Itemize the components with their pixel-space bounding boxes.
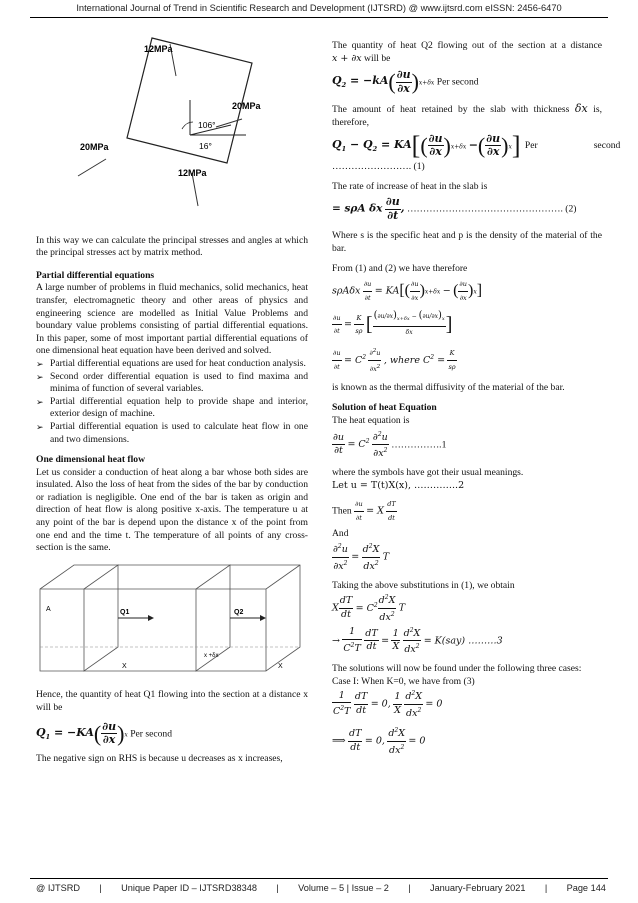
x-label: X [122, 662, 127, 670]
stress-element-figure [36, 30, 308, 230]
x-axis-label: X [278, 662, 283, 670]
list-item: ➢ Partial differential equation is used to calculate heat flow in one and two dimensions. [36, 420, 308, 445]
pde-intro-paragraph: A large number of problems in fluid mechanics, solid mechanics, heat transfer, electromagnetic theory and other areas of physics and engineering science are modelled as Initial Value Problems and boundary value problems consisting of partial differential equations. In this paper, some of most important partial differential equations of one dimensional heat equation have been derived and solved. [36, 282, 308, 357]
section-heading-solution: Solution of heat Equation [332, 402, 437, 414]
footer-separator: | [99, 883, 102, 893]
equation-3: → $\frac{1}{C^2T}$ $\frac{dT}{dt}$ = $\frac{1}{X}$ $\frac{d^2X}{dx^2}$ = K(say) ………3 [332, 626, 503, 656]
from-1-2-paragraph: From (1) and (2) we have therefore [332, 263, 468, 275]
page-footer [36, 883, 606, 893]
heat-flow-paragraph: Let us consider a conduction of heat along a bar whose both sides are insulated. Also the loss of heat from the sides of the bar by conduction or radiation is negligible. One end of the bar is taken as origin and direction of heat flow is along positive x-axis. The temperature u at any point of the bar is depend upon the distance x of the point from one end and the time t. The temperature of all points of any cross-section is the same. [36, 466, 308, 554]
equation-heat-c2: $\frac{\partial u}{\partial t}$ = $C^2$ $\frac{\partial^2u}{\partial x^2}$ , where $C^2$ = $\frac{K}{s\rho}$ [332, 345, 602, 376]
angle-106-label: 106° [198, 120, 216, 130]
symbols-meaning-paragraph: where the symbols have got their usual meanings. [332, 467, 524, 479]
and-label: And [332, 528, 349, 540]
case-1-label: Case I: When K=0, we have from (3) [332, 675, 475, 687]
equation-heat-1: $\frac{\partial u}{\partial t}$ = $C^2$ $\frac{\partial^2u}{\partial x^2}$ …………….1 [333, 430, 447, 460]
matrix-method-paragraph: In this way we can calculate the principal stresses and angles at which the principal stresses act by matrix method. [36, 234, 308, 259]
bar-heat-flow-figure [36, 561, 308, 679]
list-item: ➢ Second order differential equation is used to find maxima and minima of function of several variables. [36, 370, 308, 395]
equation-combined-1: sρAδx $\frac{\partial u}{\partial t}$ = KA[( $\frac{\partial u}{\partial x}$ )x+δx − ( $\frac{\partial u}{\partial x}$ )x] [332, 279, 483, 302]
stress-top-label: 12MPa [144, 44, 173, 54]
q2-label: Q2 [234, 608, 244, 616]
stress-right-label: 20MPa [232, 101, 261, 111]
header-rule [30, 17, 608, 18]
list-item: ➢ Partial differential equations are used for heat conduction analysis. [36, 357, 306, 369]
footer-separator: | [276, 883, 279, 893]
footer-paper-id: Unique Paper ID – IJTSRD38348 [121, 883, 257, 893]
equation-rate: = sρA δx $\frac{\partial u}{\partial t}$ , …………………………………………. (2) [332, 194, 577, 222]
equation-substituted: X $\frac{dT}{dt}$ = $C^2$ $\frac{d^2X}{dx^2}$ T [332, 594, 406, 624]
footer-rule [30, 878, 608, 879]
pde-uses-list [36, 358, 308, 446]
footer-date: January-February 2021 [429, 883, 526, 893]
heat-in-paragraph: Hence, the quantity of heat Q1 flowing into the section at a distance x will be [36, 689, 308, 714]
thermal-diffusivity-paragraph: is known as the thermal diffusivity of the material of the bar. [332, 381, 565, 393]
equation-case1-a: $\frac{1}{C^2T}$ $\frac{dT}{dt}$ = 0, $\frac{1}{X}$ $\frac{d^2X}{dx^2}$ = 0 [333, 689, 443, 720]
journal-header: International Journal of Trend in Scientific Research and Development (IJTSRD) @ www.ijtsrd.com eISSN: 2456-6470 [76, 3, 562, 13]
x-plus-dx-label: x +δx [204, 652, 219, 659]
negative-sign-paragraph: The negative sign on RHS is because u decreases as x increases, [36, 752, 283, 764]
equation-q1: $Q_1 = -KA$( $\frac{\partial u}{\partial x}$ )x Per second [36, 719, 173, 747]
equation-combined-2: $\frac{\partial u}{\partial t}$ = $\frac{K}{s\rho}$ [ $\frac{(\partial u/\partial x)_{x+\delta x} - (\partial u/\partial x)_x}{\delta x}$ ] [333, 310, 453, 336]
footer-separator: | [544, 883, 548, 893]
heat-out-paragraph: The quantity of heat Q2 flowing out of the section at a distance x + ∂x will be [332, 40, 602, 64]
equation-1-tag: ……………………. (1) [332, 160, 425, 172]
left-column [36, 30, 308, 771]
stress-left-label: 20MPa [80, 142, 109, 152]
substitutions-paragraph: Taking the above substitutions in (1), we obtain [332, 579, 515, 591]
three-cases-paragraph: The solutions will now be found under the following three cases: [332, 663, 582, 675]
heat-retained-paragraph: The amount of heat retained by the slab with thickness δx is, therefore, [332, 102, 602, 128]
let-u-equation: Let u = T(t)X(x), …………..2 [332, 479, 465, 491]
footer-site: @ IJTSRD [36, 883, 81, 893]
footer-page: Page 144 [566, 883, 606, 893]
equation-q2: $Q_2 = -kA$( $\frac{\partial u}{\partial x}$ )x+δx Per second [332, 68, 479, 95]
arrow-bullet-icon: ➢ [36, 371, 44, 382]
rate-increase-paragraph: The rate of increase of heat in the slab is [332, 181, 488, 193]
arrow-bullet-icon: ➢ [36, 421, 44, 432]
footer-volume: Volume – 5 | Issue – 2 [298, 883, 389, 893]
stress-bottom-label: 12MPa [178, 168, 207, 178]
equation-q1-minus-q2: $Q_1 - Q_2 = KA$[( $\frac{\partial u}{\partial x}$ )x+δx −( $\frac{\partial u}{\partial x}$ )x] Per second [332, 130, 621, 160]
equation-and: $\frac{\partial^2u}{\partial x^2}$ = $\frac{d^2X}{dx^2}$ T [333, 543, 390, 572]
heat-equation-is: The heat equation is [332, 414, 410, 426]
footer-separator: | [408, 883, 411, 893]
section-heading-heat-flow: One dimensional heat flow [36, 454, 146, 466]
angle-16-label: 16° [199, 141, 212, 151]
specific-heat-paragraph: Where s is the specific heat and p is the density of the material of the bar. [332, 230, 602, 254]
arrow-bullet-icon: ➢ [36, 396, 44, 407]
q1-label: Q1 [120, 608, 130, 616]
right-column [332, 40, 621, 757]
list-item: ➢ Partial differential equation help to provide shape and interior, exterior design of machine. [36, 395, 308, 420]
equation-then: Then $\frac{\partial u}{\partial t}$ = X $\frac{dT}{dt}$ [332, 500, 396, 522]
area-label: A [46, 605, 51, 613]
section-heading-pde: Partial differential equations [36, 269, 155, 281]
arrow-bullet-icon: ➢ [36, 358, 44, 369]
equation-case1-b: ⟹ $\frac{dT}{dt}$ = 0, $\frac{d^2X}{dx^2}$ = 0 [332, 726, 426, 756]
